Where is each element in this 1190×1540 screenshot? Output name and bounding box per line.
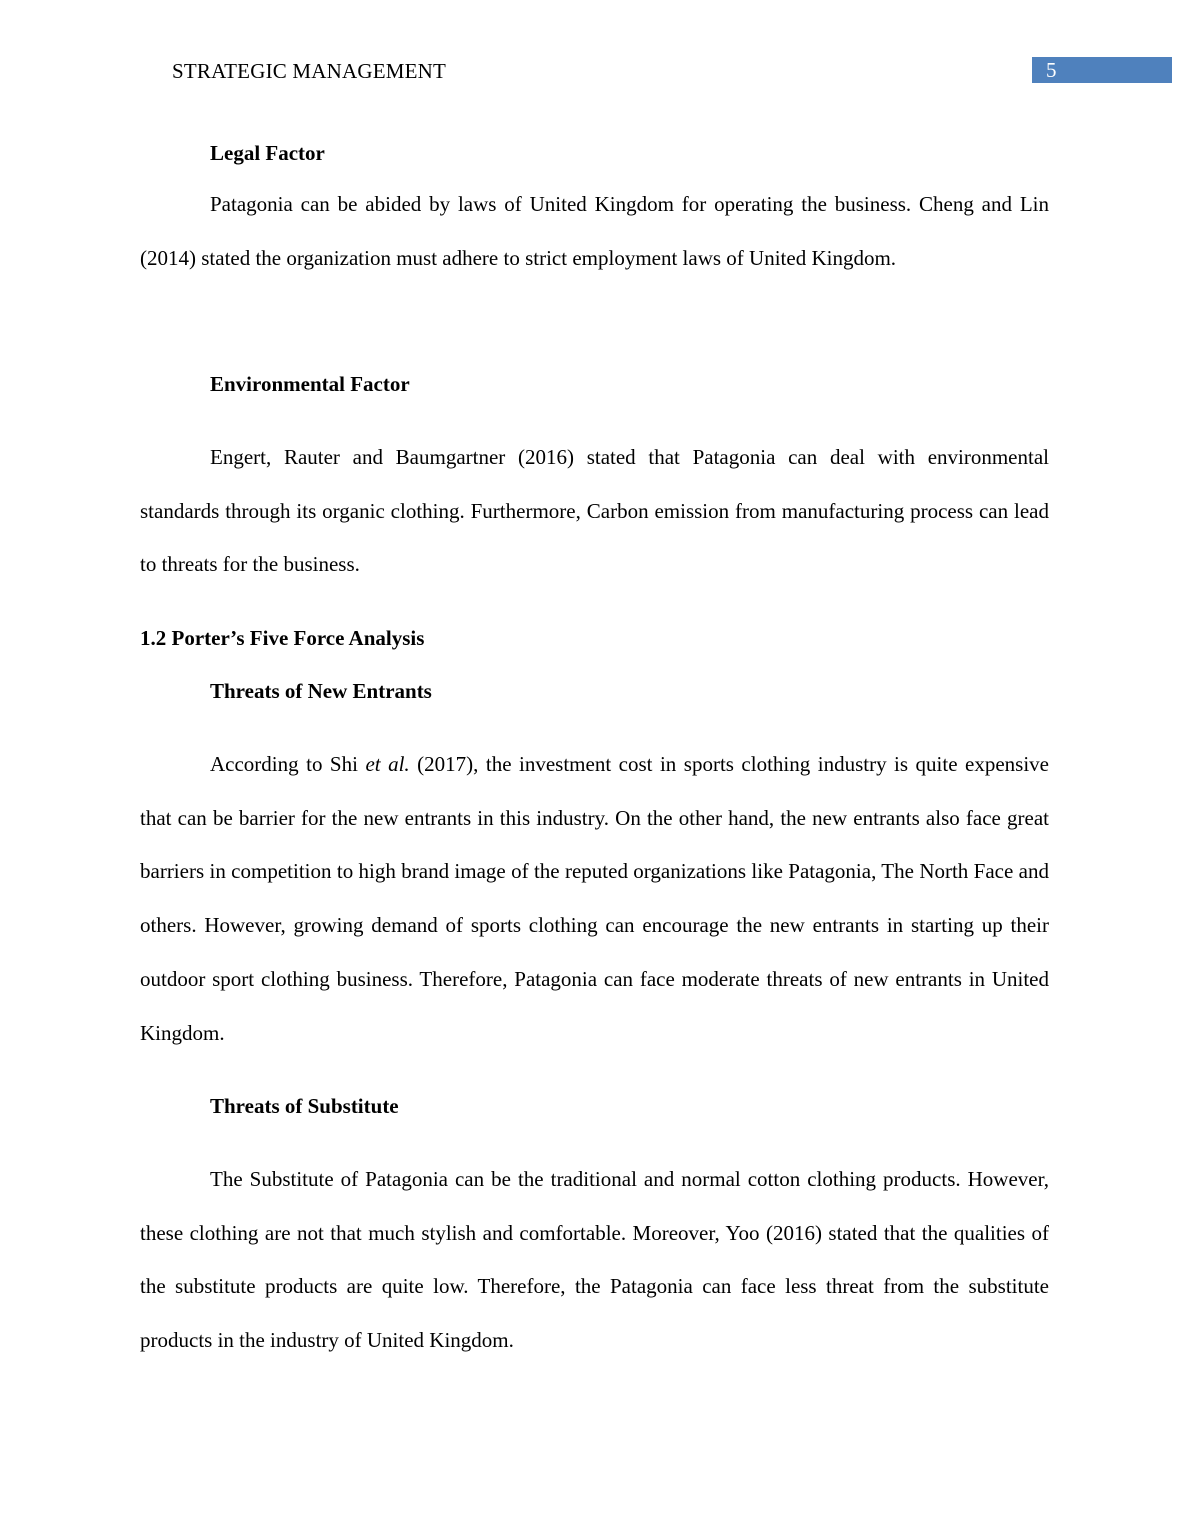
page-number-badge [1032,57,1172,83]
substitute-heading: Threats of Substitute [210,1094,399,1118]
legal-factor-heading: Legal Factor [210,141,325,165]
running-title: STRATEGIC MANAGEMENT [172,59,447,83]
legal-factor-paragraph: Patagonia can be abided by laws of United Kingdom for operating the business. Cheng and Lin (2014) stated the organization must adhere to strict employment laws of United Kingdom. [140,192,1049,270]
new-entrants-text-start: According to Shi [210,752,366,776]
environmental-factor-paragraph: Engert, Rauter and Baumgartner (2016) stated that Patagonia can deal with environmental standards through its organic clothing. Furthermore, Carbon emission from manufacturing process can lead to threats for the business. [140,445,1049,577]
new-entrants-heading: Threats of New Entrants [210,679,432,703]
substitute-paragraph: The Substitute of Patagonia can be the traditional and normal cotton clothing products. However, these clothing are not that much stylish and comfortable. Moreover, Yoo (2016) stated that the qualities of the substitute products are quite low. Therefore, the Patagonia can face less threat from the substitute products in the industry of United Kingdom. [140,1167,1049,1353]
new-entrants-paragraph [140,738,1049,1060]
et-al-citation: et al. [365,752,410,776]
new-entrants-text-rest: (2017), the investment cost in sports clothing industry is quite expensive that can be barrier for the new entrants in this industry. On the other hand, the new entrants also face great barriers in competition to high brand image of the reputed organizations like Patagonia, The North Face and others. However, growing demand of sports clothing can encourage the new entrants in starting up their outdoor sport clothing business. Therefore, Patagonia can face moderate threats of new entrants in United Kingdom. [140,752,1049,1045]
page-number: 5 [1046,58,1057,82]
porter-analysis-heading: 1.2 Porter’s Five Force Analysis [140,626,425,650]
environmental-factor-heading: Environmental Factor [210,372,410,396]
